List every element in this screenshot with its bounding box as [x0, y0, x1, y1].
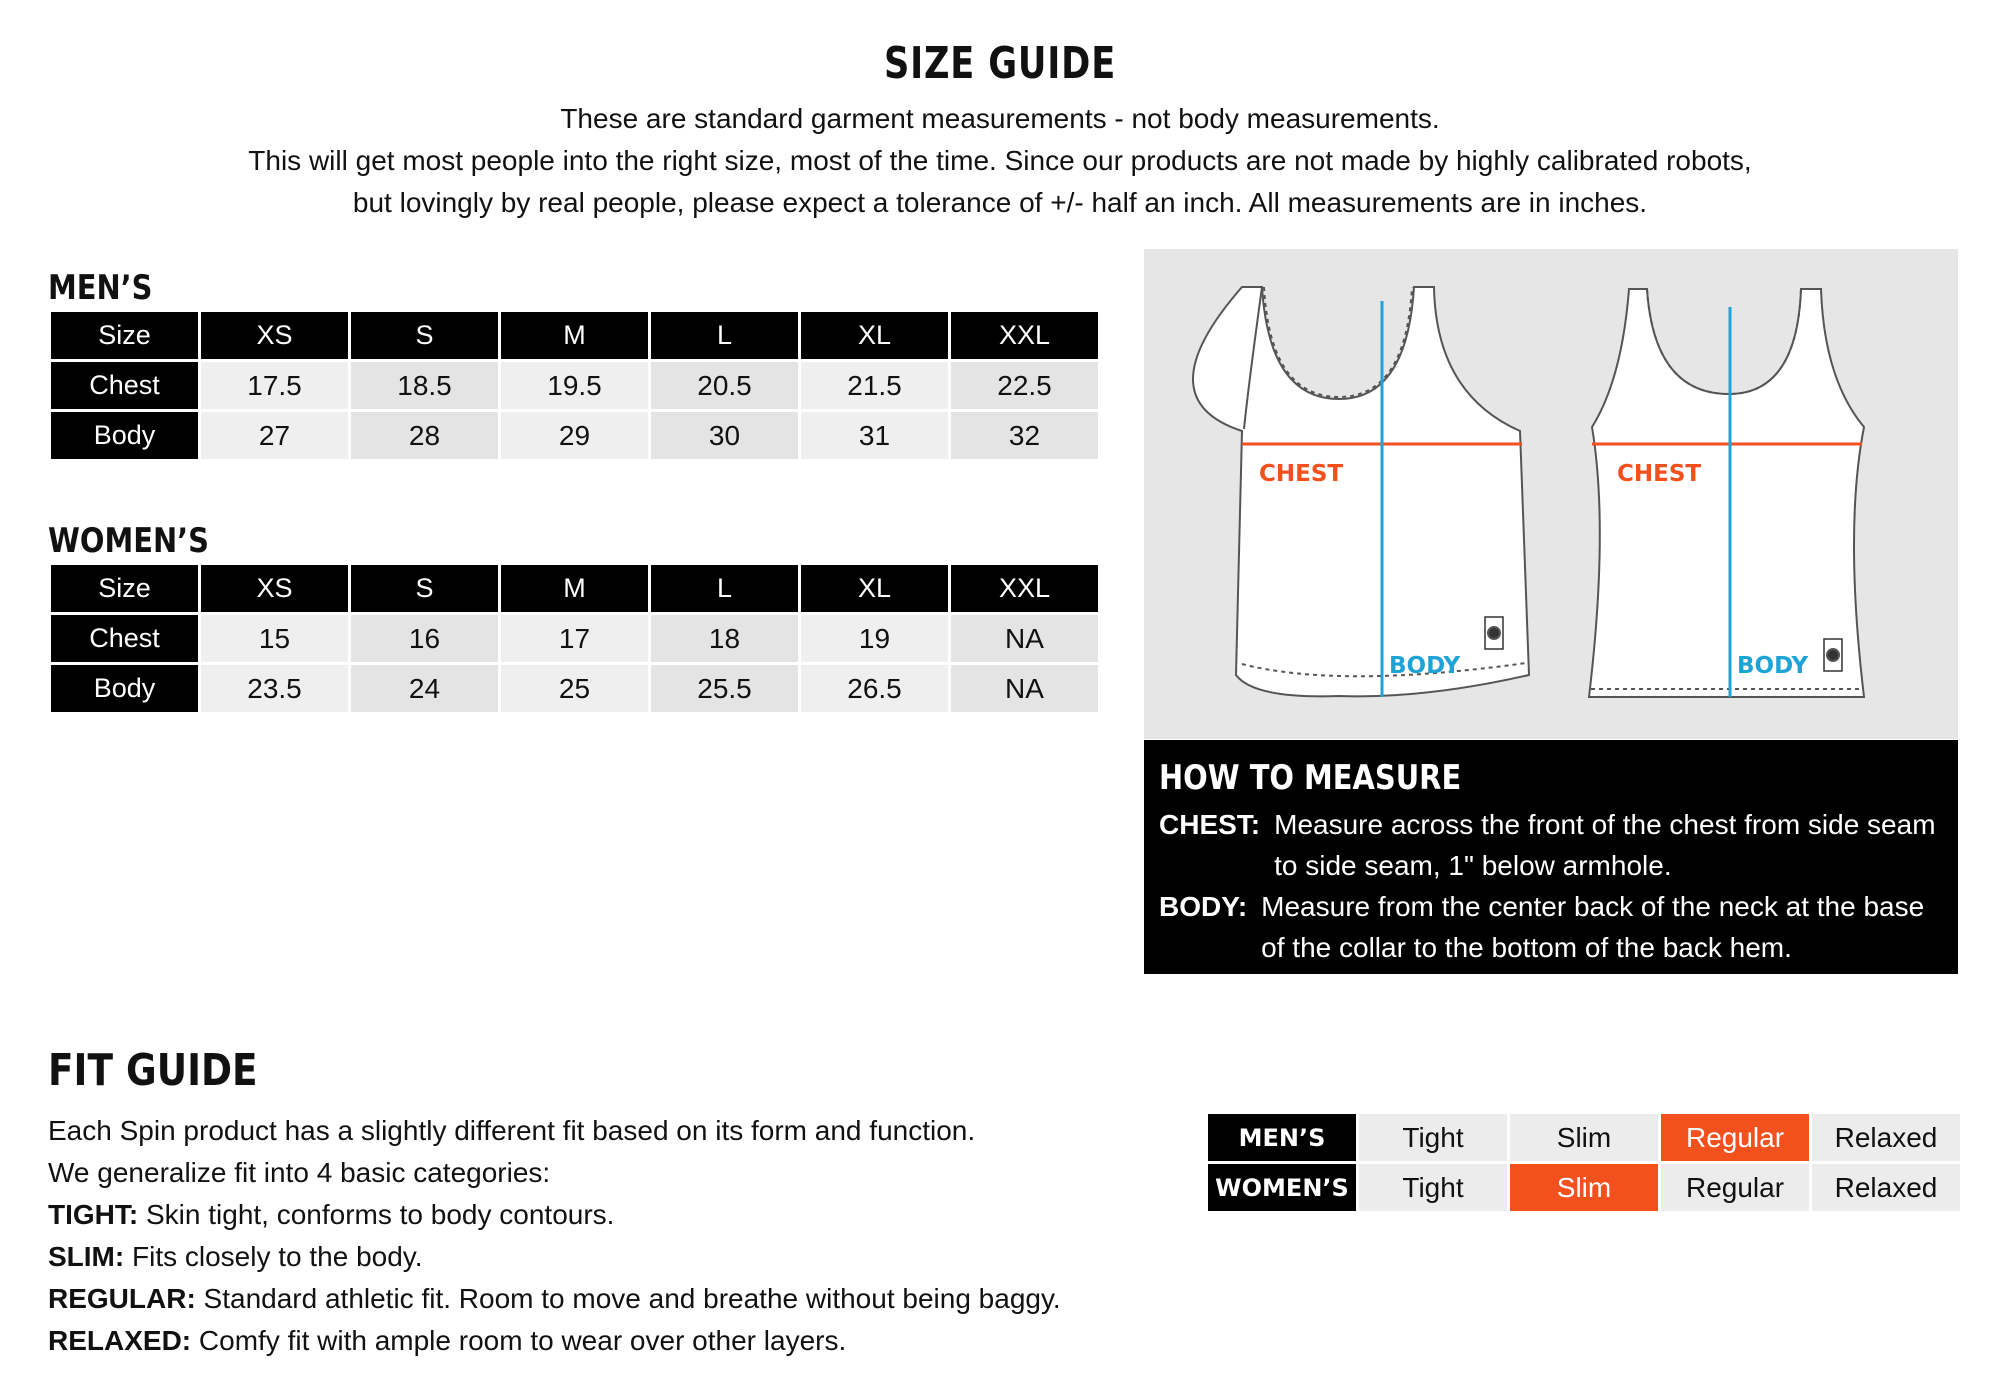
value-cell: 21.5 [801, 362, 948, 409]
value-cell: 18 [651, 615, 798, 662]
body-line-1: Measure from the center back of the neck at the base [1261, 891, 1925, 922]
womens-heading: WOMEN’S [48, 521, 209, 561]
value-cell: NA [951, 615, 1098, 662]
womens-chest-label: CHEST [1617, 461, 1702, 487]
measurement-diagram [1144, 249, 1958, 739]
value-cell: 19.5 [501, 362, 648, 409]
value-cell: 18.5 [351, 362, 498, 409]
size-cell: XS [201, 565, 348, 612]
mens-heading: MEN’S [48, 268, 153, 308]
how-to-measure-panel [1144, 740, 1958, 974]
row-label: Size [51, 565, 198, 612]
size-cell: S [351, 565, 498, 612]
value-cell: 30 [651, 412, 798, 459]
value-cell: 24 [351, 665, 498, 712]
row-label: Chest [51, 615, 198, 662]
fit-regular [48, 1278, 1061, 1320]
fit-cell: Regular [1661, 1114, 1809, 1161]
fit-guide-heading: FIT GUIDE [48, 1045, 258, 1096]
value-cell: 16 [351, 615, 498, 662]
body-instruction [1159, 886, 1943, 968]
row-label: Size [51, 312, 198, 359]
intro-text [0, 98, 2000, 224]
size-cell: XXL [951, 565, 1098, 612]
page-title: SIZE GUIDE [883, 38, 1117, 89]
value-cell: 25.5 [651, 665, 798, 712]
mens-size-table [48, 309, 1101, 462]
fit-desc: Fits closely to the body. [124, 1241, 423, 1272]
fit-tight [48, 1194, 1061, 1236]
row-label: Body [51, 412, 198, 459]
fit-desc: Standard athletic fit. Room to move and breathe without being baggy. [195, 1283, 1061, 1314]
fit-relaxed [48, 1320, 1061, 1362]
mens-fit-label: MEN’S [1208, 1114, 1356, 1161]
fit-desc: Skin tight, conforms to body contours. [138, 1199, 615, 1230]
fit-term: SLIM: [48, 1241, 125, 1272]
fit-desc: Comfy fit with ample room to wear over other layers. [191, 1325, 847, 1356]
fit-cell: Relaxed [1812, 1164, 1960, 1211]
size-cell: M [501, 565, 648, 612]
fit-term: REGULAR: [48, 1283, 196, 1314]
table-row [1208, 1114, 1960, 1161]
value-cell: 25 [501, 665, 648, 712]
womens-size-table [48, 562, 1101, 715]
intro-line-1: These are standard garment measurements - not body measurements. [560, 103, 1440, 134]
value-cell: 19 [801, 615, 948, 662]
fit-cell: Tight [1359, 1114, 1507, 1161]
value-cell: 32 [951, 412, 1098, 459]
row-label: Chest [51, 362, 198, 409]
intro-line-2: This will get most people into the right size, most of the time. Since our products are not made by highly calibrated robots, [248, 145, 1752, 176]
size-cell: XS [201, 312, 348, 359]
value-cell: 22.5 [951, 362, 1098, 409]
tank-top-illustrations [1144, 249, 1958, 739]
value-cell: NA [951, 665, 1098, 712]
size-cell: XXL [951, 312, 1098, 359]
fit-cell: Slim [1510, 1164, 1658, 1211]
table-row [1208, 1164, 1960, 1211]
womens-fit-label: WOMEN’S [1208, 1164, 1356, 1211]
value-cell: 15 [201, 615, 348, 662]
size-cell: M [501, 312, 648, 359]
mens-body-label: BODY [1389, 653, 1461, 679]
fit-term: TIGHT: [48, 1199, 139, 1230]
fit-term: RELAXED: [48, 1325, 192, 1356]
fit-slim [48, 1236, 1061, 1278]
value-cell: 31 [801, 412, 948, 459]
size-cell: XL [801, 565, 948, 612]
fit-table [1205, 1111, 1963, 1214]
table-row [51, 312, 1098, 359]
size-cell: L [651, 312, 798, 359]
womens-body-label: BODY [1737, 653, 1809, 679]
table-row [51, 565, 1098, 612]
table-row [51, 362, 1098, 409]
table-row [51, 412, 1098, 459]
value-cell: 29 [501, 412, 648, 459]
fit-cell: Slim [1510, 1114, 1658, 1161]
chest-instruction [1159, 804, 1943, 886]
fit-intro-2: We generalize fit into 4 basic categories: [48, 1157, 551, 1188]
chest-line-2: to side seam, 1" below armhole. [1274, 850, 1672, 881]
fit-guide-text [48, 1110, 1061, 1362]
table-row [51, 665, 1098, 712]
value-cell: 17 [501, 615, 648, 662]
chest-term: CHEST: [1159, 809, 1261, 840]
chest-line-1: Measure across the front of the chest from side seam [1274, 809, 1936, 840]
mens-chest-label: CHEST [1259, 461, 1344, 487]
mens-tank-top-icon [1193, 287, 1529, 696]
fit-cell: Regular [1661, 1164, 1809, 1211]
fit-intro-1: Each Spin product has a slightly different fit based on its form and function. [48, 1115, 976, 1146]
value-cell: 23.5 [201, 665, 348, 712]
how-to-measure-heading: HOW TO MEASURE [1159, 758, 1462, 798]
size-cell: XL [801, 312, 948, 359]
womens-tank-top-icon [1589, 289, 1864, 697]
intro-line-3: but lovingly by real people, please expect a tolerance of +/- half an inch. All measurements are in inches. [352, 187, 1648, 218]
fit-cell: Tight [1359, 1164, 1507, 1211]
value-cell: 27 [201, 412, 348, 459]
size-cell: L [651, 565, 798, 612]
value-cell: 20.5 [651, 362, 798, 409]
value-cell: 28 [351, 412, 498, 459]
fit-cell: Relaxed [1812, 1114, 1960, 1161]
value-cell: 17.5 [201, 362, 348, 409]
row-label: Body [51, 665, 198, 712]
body-line-2: of the collar to the bottom of the back hem. [1261, 932, 1792, 963]
value-cell: 26.5 [801, 665, 948, 712]
body-term: BODY: [1159, 891, 1248, 922]
size-cell: S [351, 312, 498, 359]
table-row [51, 615, 1098, 662]
